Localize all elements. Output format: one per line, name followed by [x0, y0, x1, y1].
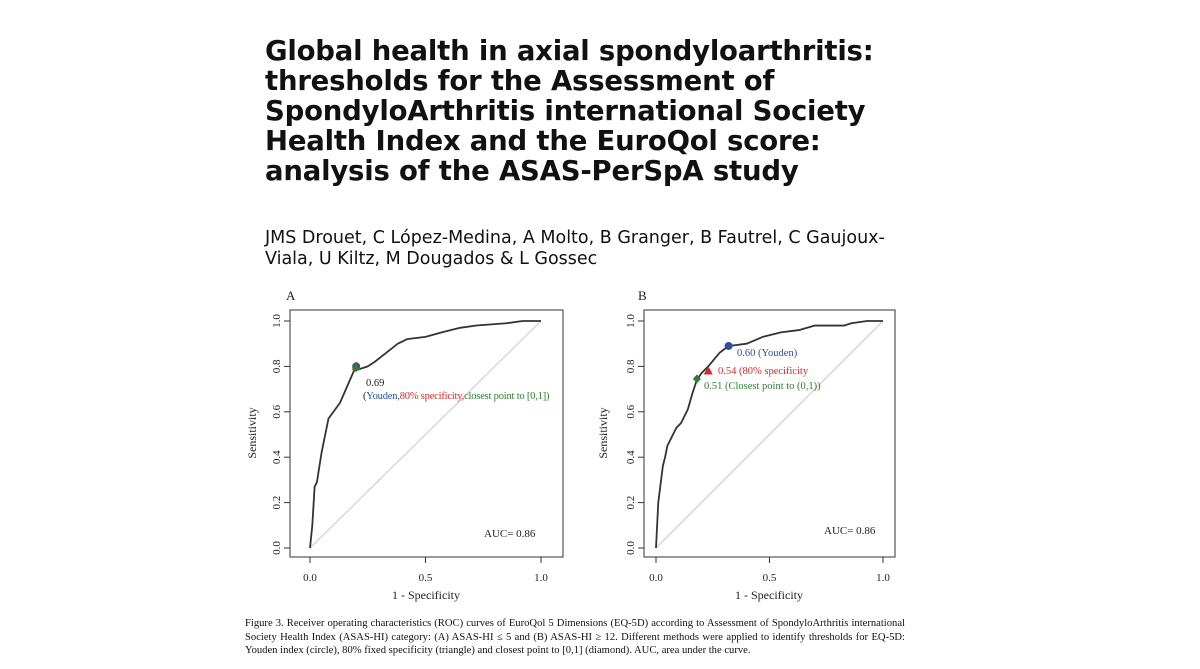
panel-a-diagonal-line: [310, 321, 541, 548]
panel-b-y-axis: [625, 314, 644, 555]
panel-b-ytick-label: 0.8: [625, 359, 637, 374]
panel-a-auc: AUC= 0.86: [484, 528, 536, 540]
panel-b-ytick-label: 0.6: [625, 404, 637, 419]
panel-a-ylabel: Sensitivity: [245, 407, 259, 459]
figure-caption: Figure 3. Receiver operating characteristics (ROC) curves of EuroQol 5 Dimensions (EQ-5D) according to Assessment of SpondyloArthritis international Society Health Index (ASAS-HI) category: (A) ASAS-HI ≤ 5 and (B) ASAS-HI ≥ 12. Different methods were applied to identify thresholds for EQ-5D: Youden index (circle), 80% fixed specificity (triangle) and closest point to [0,1] (diamond). AUC, area under the curve.: [245, 618, 905, 656]
panel-b-xlabel: 1 - Specificity: [735, 588, 803, 602]
panel-b-spec-label: 0.54 (80% specificity: [718, 366, 809, 377]
panel-a-xlabel: 1 - Specificity: [392, 588, 460, 602]
panel-a-closest-label: closest point to [0,1]): [464, 391, 550, 402]
panel-b-ytick-label: 0.2: [625, 495, 637, 510]
panel-b-closest-label: 0.51 (Closest point to (0,1)): [704, 381, 821, 392]
panel-a-ytick-label: 0.0: [271, 541, 283, 555]
panel-a-threshold-methods: [363, 391, 550, 402]
panel-a-threshold-markers: [352, 361, 361, 372]
panel-b-label: B: [638, 288, 647, 303]
panel-a-xtick-label: 1.0: [534, 572, 548, 584]
panel-b: [596, 288, 895, 602]
panel-b-ytick-label: 0.4: [625, 450, 637, 465]
panel-b-auc: AUC= 0.86: [824, 525, 876, 537]
panel-b-youden-marker: [725, 342, 733, 350]
panel-a-xtick-label: 0.0: [303, 572, 317, 584]
panel-a-xtick-label: 0.5: [418, 572, 433, 584]
panel-a-youden-label: Youden,: [366, 391, 400, 402]
panel-a-ytick-label: 0.2: [271, 495, 283, 510]
panel-a-spec-label: 80% specificity,: [399, 391, 465, 402]
panel-b-ytick-label: 0.0: [625, 541, 637, 555]
panel-a-ytick-label: 1.0: [271, 314, 283, 328]
panel-a-ytick-label: 0.4: [271, 450, 283, 465]
paper-authors: JMS Drouet, C López-Medina, A Molto, B Granger, B Fautrel, C Gaujoux-Viala, U Kiltz, M Dougados & L Gossec: [265, 228, 885, 269]
panel-b-x-axis: [649, 557, 890, 584]
panel-b-threshold-markers: [693, 342, 733, 383]
paper-title: Global health in axial spondyloarthritis: thresholds for the Assessment of SpondyloArthritis international Society Health Index and the EuroQol score: analysis of the ASAS-PerSpA study: [265, 35, 874, 187]
panel-a-x-axis: [303, 557, 548, 584]
panel-a-label: A: [286, 288, 296, 303]
panel-a-ytick-label: 0.8: [271, 359, 283, 374]
panel-b-ytick-label: 1.0: [625, 314, 637, 328]
panel-b-xtick-label: 0.5: [762, 572, 777, 584]
panel-a-y-axis: [271, 314, 290, 555]
panel-b-youden-label: 0.60 (Youden): [737, 348, 798, 359]
panel-b-ylabel: Sensitivity: [596, 407, 610, 459]
panel-a: [245, 288, 563, 602]
panel-a-threshold-value: 0.69: [366, 378, 385, 389]
panel-a-ytick-label: 0.6: [271, 404, 283, 419]
panel-b-xtick-label: 0.0: [649, 572, 663, 584]
panel-b-xtick-label: 1.0: [876, 572, 890, 584]
panel-a-open-paren: (: [363, 391, 367, 402]
